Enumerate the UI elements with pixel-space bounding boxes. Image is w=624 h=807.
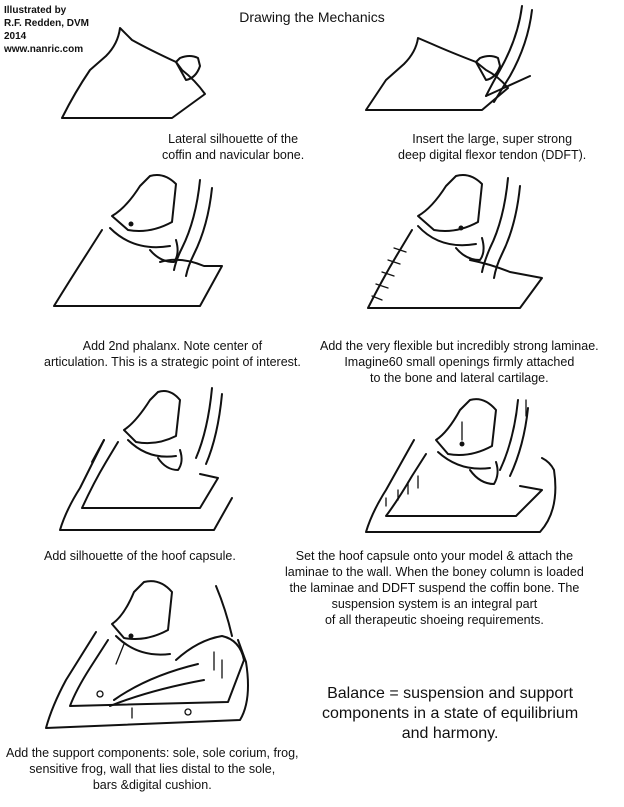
p2-sketch-3	[54, 175, 222, 306]
balance-line: and harmony.	[401, 725, 499, 742]
caption-line: Add the support components: sole, sole corium, frog,	[6, 746, 299, 760]
balance-line: Balance = suspension and support	[327, 685, 574, 702]
balance-line: components in a state of equilibrium	[322, 705, 579, 722]
caption-line: to the bone and lateral cartilage.	[370, 371, 549, 385]
caption-panel-5	[44, 548, 236, 564]
balance-statement	[322, 684, 578, 744]
laminae-sketch-4	[368, 175, 542, 308]
caption-line: Add silhouette of the hoof capsule.	[44, 549, 236, 563]
caption-line: Set the hoof capsule onto your model & attach the	[295, 549, 574, 563]
caption-panel-1	[162, 131, 304, 163]
caption-line: deep digital flexor tendon (DDFT).	[398, 148, 587, 162]
caption-panel-2	[398, 131, 586, 163]
suspension-sketch-6	[366, 399, 555, 532]
caption-line: coffin and navicular bone.	[162, 148, 305, 162]
caption-line: Add 2nd phalanx. Note center of	[82, 339, 263, 353]
caption-panel-6	[285, 548, 584, 628]
caption-line: the laminae and DDFT suspend the coffin bone. The	[289, 581, 580, 595]
caption-line: Insert the large, super strong	[412, 132, 573, 146]
caption-line: bars &digital cushion.	[92, 778, 212, 792]
caption-panel-3	[44, 338, 301, 370]
caption-line: articulation. This is a strategic point of interest.	[44, 355, 301, 369]
credit-line-3: 2014	[4, 31, 27, 42]
caption-line: laminae to the wall. When the boney column is loaded	[285, 565, 584, 579]
hoof-capsule-sketch-5	[60, 388, 232, 530]
caption-panel-7	[6, 745, 299, 793]
credit-line-4: www.nanric.com	[4, 44, 84, 55]
caption-line: Imagine60 small openings firmly attached	[344, 355, 575, 369]
page-title: Drawing the Mechanics	[239, 9, 385, 25]
support-components-sketch-7	[46, 581, 248, 728]
credit-line-1: Illustrated by	[4, 5, 67, 16]
caption-line: Add the very flexible but incredibly strong laminae.	[320, 339, 599, 353]
caption-line: Lateral silhouette of the	[168, 132, 299, 146]
credit-line-2: R.F. Redden, DVM	[4, 18, 90, 29]
caption-line: of all therapeutic shoeing requirements.	[324, 613, 544, 627]
caption-line: suspension system is an integral part	[331, 597, 538, 611]
caption-panel-4	[320, 338, 599, 386]
caption-line: sensitive frog, wall that lies distal to the sole,	[29, 762, 276, 776]
